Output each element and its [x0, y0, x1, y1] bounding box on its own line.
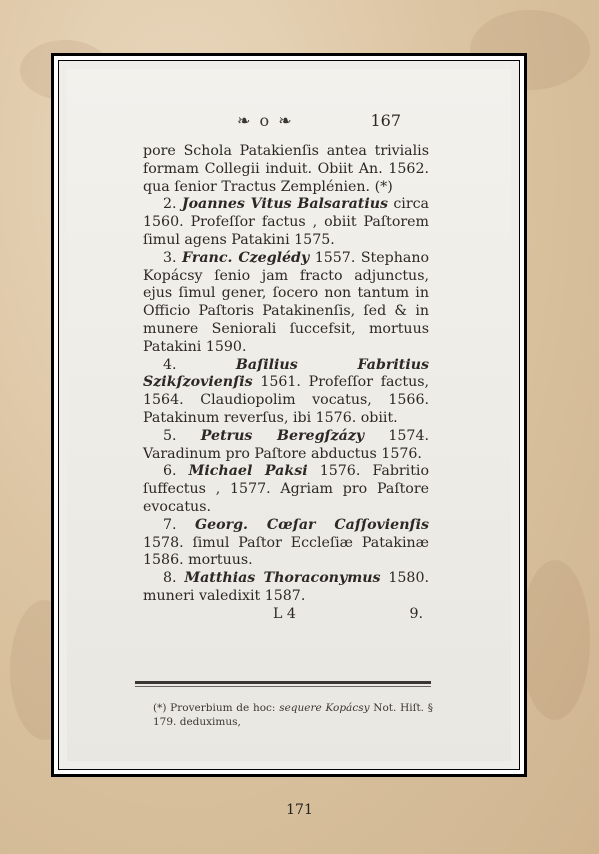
person-name: Petrus Beregſzázy [200, 427, 365, 444]
footnote-italic: sequere Kopácsy [279, 702, 370, 714]
page-number: 171 [286, 802, 313, 818]
list-item [143, 196, 429, 249]
text-run: 1576. Fabritio ſuffectus , 1577. Agriam pro Paſtore evocatus. [143, 463, 429, 515]
item-number: 5. [163, 427, 201, 444]
person-name: Franc. Czeglédy [182, 249, 310, 266]
footnote-text: Not. Hiſt. § 179. deduximus, [153, 702, 434, 728]
running-page-number: 167 [370, 111, 401, 130]
footnote-text: (*) Proverbium de hoc: [153, 702, 276, 714]
inner-border [58, 60, 520, 770]
person-name: Matthias Thoraconymus [184, 570, 381, 587]
paper-stain [520, 560, 590, 720]
list-item [143, 570, 429, 606]
signature-mark: L 4 [273, 605, 296, 622]
ornament-icon: ❧ o ❧ [237, 111, 294, 130]
text-run: circa 1560. Profeſſor factus , obiit Paſtorem ſimul agens Patakini 1575. [143, 196, 430, 248]
list-item [143, 250, 429, 357]
catchword: 9. [409, 605, 423, 622]
person-name: Georg. Cœſar Caſſovienſis [195, 516, 430, 533]
text-run: pore Schola Patakienſis antea trivialis formam Collegii induit. Obiit An. 1562. qua ſenior Tractus Zemplénien. (*) [143, 143, 429, 195]
footnote-rule-thin [135, 686, 431, 687]
text-run: 1561. Profeſſor factus, 1564. Claudiopolim vocatus, 1566. Patakinum reverſus, ibi 1576. obiit. [143, 374, 429, 426]
person-name: Joannes Vitus Balsaratius [181, 196, 389, 213]
list-item [143, 428, 429, 464]
list-item [143, 517, 429, 570]
item-number: 3. [163, 249, 183, 266]
footnote-rule [135, 681, 431, 684]
list-item [143, 463, 429, 516]
text-run: 1578. ſimul Paſtor Eccleſiæ Patakinæ 1586. mortuus. [143, 534, 429, 569]
scanned-page [67, 69, 511, 761]
running-header [67, 109, 511, 133]
person-name: Michael Paksi [188, 463, 308, 480]
text-run: 1580. muneri valedixit 1587. [143, 570, 429, 604]
scanned-page-frame [51, 53, 527, 777]
person-name: Baſilius Fabritius Szikſzovienſis [143, 356, 430, 391]
item-number: 2. [163, 196, 182, 213]
text-run: 1557. Stephano Kopácsy ſenio jam fracto adjunctus, ejus ſimul gener, ſocero non tantum in Officio Paſtoris Patakinenſis, ſed & in munere Seniorali ſuccefsit, mortuus Patakini 1590. [143, 249, 429, 355]
item-number: 7. [163, 516, 196, 533]
signature-line [143, 606, 429, 628]
item-number: 6. [163, 463, 189, 480]
body-text [143, 143, 429, 628]
list-item [143, 357, 429, 428]
item-number: 4. [163, 356, 236, 373]
paragraph [143, 143, 429, 196]
item-number: 8. [163, 570, 185, 587]
text-run: 1574. Varadinum pro Paſtore abductus 1576. [143, 427, 429, 462]
footnote [153, 701, 433, 729]
